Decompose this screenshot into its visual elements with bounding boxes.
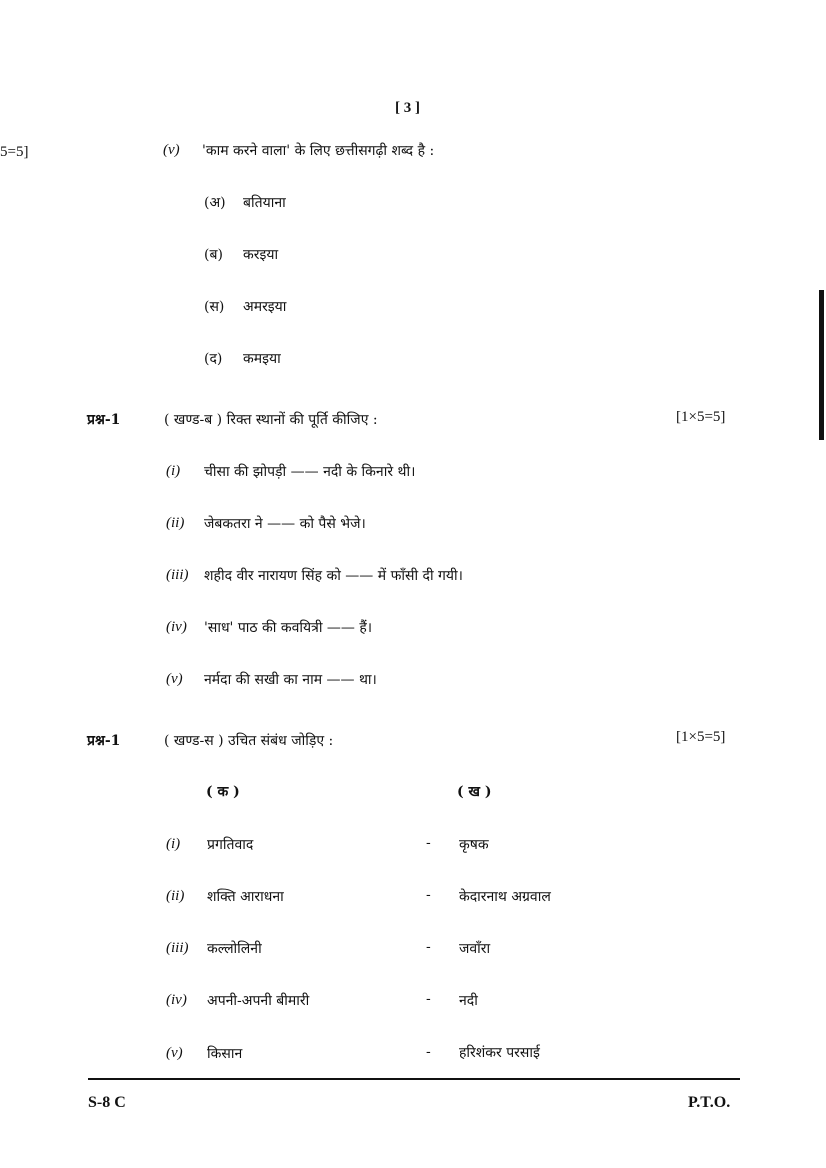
match-right: जवाँरा: [459, 941, 491, 957]
section-b-title: ( खण्ड-ब ) रिक्त स्थानों की पूर्ति कीजिए :: [164, 412, 378, 428]
match-left: किसान: [207, 1046, 243, 1062]
section-c-label: प्रश्न-1: [87, 733, 121, 749]
blank-item-text: चीसा की झोपड़ी —— नदी के किनारे थी।: [204, 464, 416, 480]
blank-item-number: (ii): [166, 515, 185, 531]
pto-label: P.T.O.: [688, 1094, 731, 1111]
match-separator: -: [426, 939, 431, 955]
mcq-question-text: 'काम करने वाला' के लिए छत्तीसगढ़ी शब्द है :: [202, 143, 435, 159]
match-right: नदी: [459, 993, 478, 1009]
blank-item-number: (iv): [166, 619, 187, 635]
column-b-heading: ( ख ): [457, 784, 492, 800]
mcq-number: (v): [163, 142, 180, 158]
match-row-number: (i): [166, 836, 181, 852]
option-text: अमरइया: [243, 299, 287, 315]
match-right: केदारनाथ अग्रवाल: [459, 889, 551, 905]
match-row-number: (iv): [166, 992, 187, 1008]
match-right: हरिशंकर परसाई: [459, 1045, 540, 1061]
option-text: करइया: [243, 247, 279, 263]
match-left: कल्लोलिनी: [207, 941, 262, 957]
match-left: शक्ति आराधना: [207, 889, 284, 905]
match-right: कृषक: [459, 837, 489, 853]
match-separator: -: [426, 1044, 431, 1060]
section-b-label: प्रश्न-1: [87, 412, 121, 428]
match-separator: -: [426, 991, 431, 1007]
blank-item-text: 'साध' पाठ की कवयित्री —— हैं।: [204, 620, 373, 636]
match-separator: -: [426, 887, 431, 903]
page-number: [ 3 ]: [395, 100, 420, 116]
option-key: (ब): [204, 247, 223, 263]
blank-item-text: नर्मदा की सखी का नाम —— था।: [204, 672, 377, 688]
column-a-heading: ( क ): [206, 784, 240, 800]
scan-edge-mark: [819, 290, 824, 440]
option-text: बतियाना: [243, 195, 286, 211]
match-row-number: (ii): [166, 888, 185, 904]
match-left: प्रगतिवाद: [207, 837, 254, 853]
blank-item-text: शहीद वीर नारायण सिंह को —— में फाँसी दी गयी।: [204, 568, 463, 584]
section-c-marks: [1×5=5]: [676, 729, 726, 745]
option-key: (स): [204, 299, 225, 315]
match-row-number: (v): [166, 1045, 183, 1061]
blank-item-number: (i): [166, 463, 181, 479]
match-left: अपनी-अपनी बीमारी: [207, 993, 310, 1009]
paper-code: S-8 C: [88, 1094, 126, 1111]
match-row-number: (iii): [166, 940, 189, 956]
blank-item-text: जेबकतरा ने —— को पैसे भेजे।: [204, 516, 366, 532]
blank-item-number: (iii): [166, 567, 189, 583]
option-key: (द): [204, 351, 223, 367]
section-b-marks: [1×5=5]: [676, 409, 726, 425]
blank-item-number: (v): [166, 671, 183, 687]
footer-rule: [88, 1078, 740, 1080]
option-text: कमइया: [243, 351, 281, 367]
option-key: (अ): [204, 195, 226, 211]
match-separator: -: [426, 835, 431, 851]
margin-fragment: 5=5]: [0, 144, 29, 160]
section-c-title: ( खण्ड-स ) उचित संबंध जोड़िए :: [164, 733, 334, 749]
